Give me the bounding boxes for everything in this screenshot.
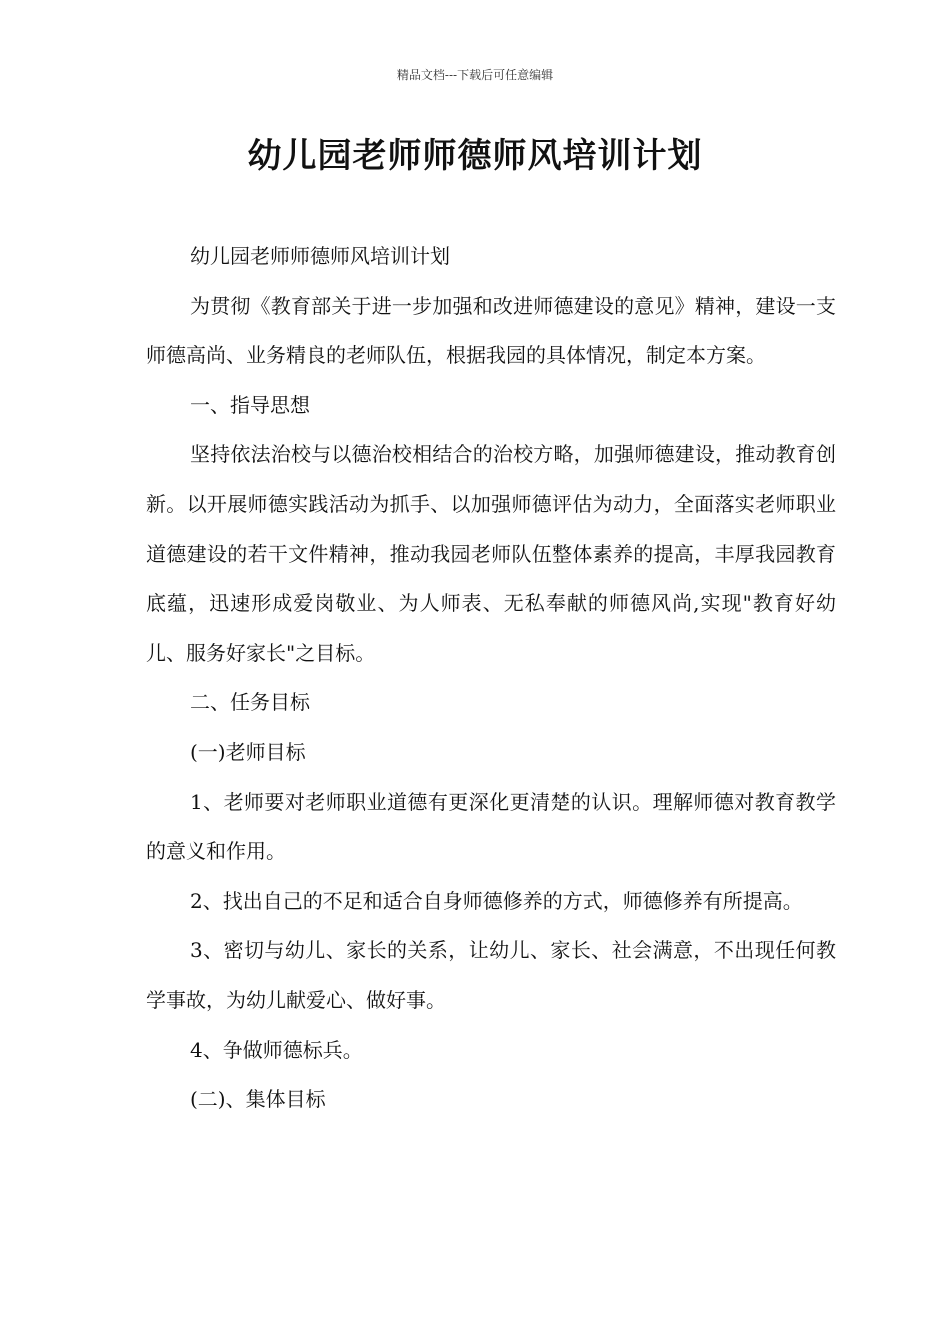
list-item-goal-3: 3、密切与幼儿、家长的关系，让幼儿、家长、社会满意，不出现任何教学事故，为幼儿献爱心、做好事。 bbox=[146, 938, 836, 1012]
list-item-goal-2: 2、找出自己的不足和适合自身师德修养的方式，师德修养有所提高。 bbox=[190, 888, 803, 913]
subsection-heading-collective-goals: (二)、集体目标 bbox=[190, 1087, 326, 1112]
paragraph-guiding-thought: 坚持依法治校与以德治校相结合的治校方略，加强师德建设，推动教育创新。以开展师德实践活动为抓手、以加强师德评估为动力，全面落实老师职业道德建设的若干文件精神，推动我园老师队伍整体素养的提高，丰厚我园教育底蕴，迅速形成爱岗敬业、为人师表、无私奉献的师德风尚,实现"教育好幼儿、服务好家长"之目标。 bbox=[146, 442, 836, 665]
document-title: 幼儿园老师师德师风培训计划 bbox=[247, 136, 703, 176]
list-item-goal-4: 4、争做师德标兵。 bbox=[190, 1037, 363, 1062]
subsection-heading-teacher-goals: (一)老师目标 bbox=[190, 739, 306, 764]
paragraph-subtitle: 幼儿园老师师德师风培训计划 bbox=[190, 244, 450, 268]
list-item-goal-1: 1、老师要对老师职业道德有更深化更清楚的认识。理解师德对教育教学的意义和作用。 bbox=[146, 789, 836, 864]
section-heading-guiding-thought: 一、指导思想 bbox=[190, 392, 310, 417]
header-note: 精品文档---下载后可任意编辑 bbox=[396, 68, 554, 82]
section-heading-task-goals: 二、任务目标 bbox=[190, 690, 310, 715]
document-body bbox=[146, 232, 836, 1125]
paragraph-intro: 为贯彻《教育部关于进一步加强和改进师德建设的意见》精神，建设一支师德高尚、业务精良的老师队伍，根据我园的具体情况，制定本方案。 bbox=[146, 293, 836, 368]
